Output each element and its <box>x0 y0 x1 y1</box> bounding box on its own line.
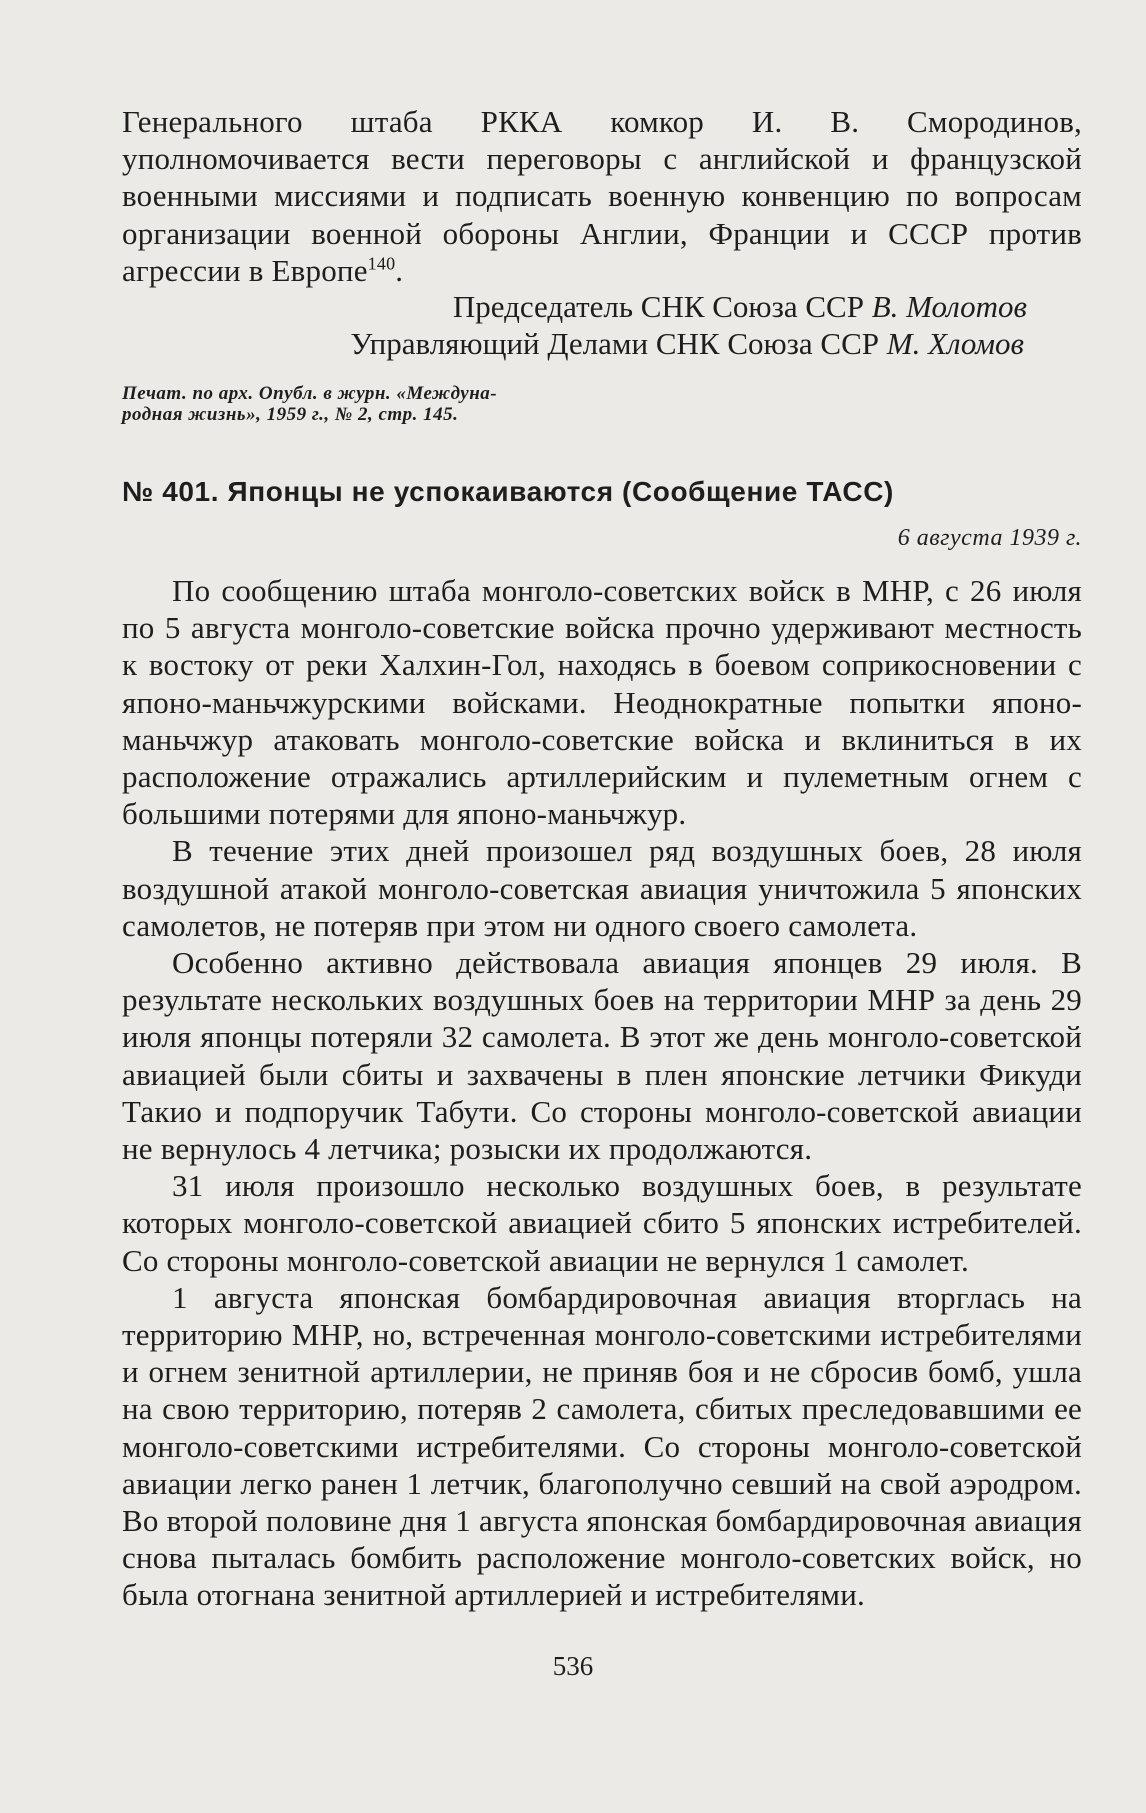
date-block <box>122 525 1082 552</box>
signature-manager: Управляющий Делами СНК Союза ССР М. Хломов <box>350 326 1024 361</box>
footnote-ref: 140 <box>367 253 396 274</box>
paragraph: Особенно активно действовала авиация японцев 29 июля. В результате нескольких воздушных боев на территории МНР за день 29 июля японцы потеряли 32 самолета. В этот же день монголо-советской авиацией были сбиты и захвачены в плен японские летчики Фикуди Такио и подпоручик Табути. Со стороны монголо-советской авиации не вернулось 4 летчика; розыски их продолжаются. <box>122 945 1082 1167</box>
document-header <box>122 475 1082 509</box>
source-note: Печат. по арх. Опубл. в журн. «Междуна- родная жизнь», 1959 г., № 2, стр. 145. <box>122 383 498 425</box>
paragraph: По сообщению штаба монголо-советских войск в МНР, с 26 июля по 5 августа монголо-советские войска прочно удерживают местность к востоку от реки Халхин-Гол, находясь в боевом соприкосновении с японо-маньчжурскими войсками. Неоднократные попытки японо-маньчжур атаковать монголо-советские войска и вклиниться в их расположение отражались артиллерийским и пулеметным огнем с большими потерями для японо-маньчжур. <box>122 573 1082 832</box>
paragraph: 31 июля произошло несколько воздушных боев, в результате которых монголо-советской авиацией сбито 5 японских истребителей. Со стороны монголо-советской авиации не вернулся 1 самолет. <box>122 1168 1082 1278</box>
paragraph: 1 августа японская бомбардировочная авиация вторглась на территорию МНР, но, встреченная монголо-советскими истребителями и огнем зенитной артиллерии, не приняв боя и не сбросив бомб, ушла на свою территорию, потеряв 2 самолета, сбитых преследовавшими ее монголо-советскими истребителями. Со стороны монголо-советской авиации легко ранен 1 летчик, благополучно севший на свой аэродром. Во второй половине дня 1 августа японская бомбардировочная авиация снова пыталась бомбить расположение монголо-советских войск, но была отогнана зенитной артиллерией и истребителями. <box>122 1279 1082 1613</box>
top-paragraph: Генерального штаба РККА комкор И. В. Смородинов, уполномочивается вести переговоры с английской и французской военными миссиями и подписать военную конвенцию по вопросам организации военной обороны Англии, Франции и СССР против агрессии в Европе$^{140}$. <box>122 104 1082 288</box>
top-paragraph-block <box>122 103 1082 289</box>
document-heading: № 401. Японцы не успокаиваются (Сообщение ТАСС) <box>122 476 894 507</box>
paragraph: В течение этих дней произошел ряд воздушных боев, 28 июля воздушной атакой монголо-советская авиация уничтожила 5 японских самолетов, не потеряв при этом ни одного своего самолета. <box>122 833 1082 943</box>
page-number: 536 <box>552 1651 594 1681</box>
document-date: 6 августа 1939 г. <box>897 525 1082 551</box>
signature-chairman: Председатель СНК Союза ССР В. Молотов <box>452 289 1027 324</box>
body-text <box>122 572 1082 1614</box>
signatures-block <box>122 288 1082 362</box>
